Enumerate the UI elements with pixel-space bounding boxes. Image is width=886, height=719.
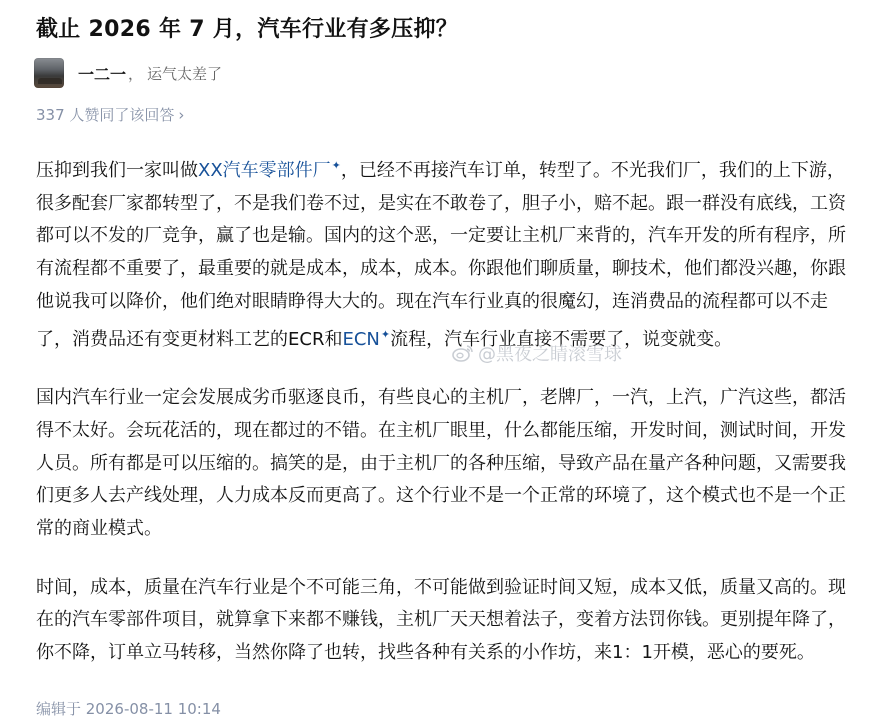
entity-link-parts-factory[interactable]: XX汽车零部件厂 bbox=[198, 160, 331, 181]
author-separator: ， bbox=[128, 64, 144, 83]
answer-paragraph-1 bbox=[36, 150, 862, 356]
answer-content bbox=[36, 150, 862, 696]
edit-timestamp: 编辑于 2026-08-11 10:14 bbox=[36, 700, 221, 718]
upvote-count-text: 337 人赞同了该回答 bbox=[36, 106, 175, 124]
upvote-count-link[interactable] bbox=[36, 104, 184, 125]
author-bio: 运气太差了 bbox=[147, 64, 223, 83]
sparkle-icon[interactable]: ✦ bbox=[331, 159, 341, 172]
sparkle-icon[interactable]: ✦ bbox=[380, 327, 391, 341]
answer-text: 流程，汽车行业直接不需要了，说变就变。 bbox=[390, 328, 733, 350]
chevron-right-icon: › bbox=[178, 105, 185, 124]
answer-paragraph-2: 国内汽车行业一定会发展成劣币驱逐良币，有些良心的主机厂，老牌厂，一汽，上汽，广汽这些，都活得不太好。会玩花活的，现在都过的不错。在主机厂眼里，什么都能压缩，开发时间，测试时间，开发人员。所有都是可以压缩的。搞笑的是，由于主机厂的各种压缩，导致产品在量产各种问题，又需要我们更多人去产线处理，人力成本反而更高了。这个行业不是一个正常的环境了，这个模式也不是一个正常的商业模式。 bbox=[36, 387, 846, 540]
watermark-text: @黑夜之睛滚雪球 bbox=[478, 344, 622, 365]
author-name[interactable]: 一二一 bbox=[78, 64, 127, 84]
avatar[interactable] bbox=[34, 58, 64, 88]
question-title[interactable]: 截止 2026 年 7 月，汽车行业有多压抑？ bbox=[36, 17, 459, 42]
answer-paragraph-3: 时间，成本，质量在汽车行业是个不可能三角，不可能做到验证时间又短，成本又低，质量又高的。现在的汽车零部件项目，就算拿下来都不赚钱，主机厂天天想着法子，变着方法罚你钱。更别提年降了，你不降，订单立马转移，当然你降了也转，找些各种有关系的小作坊，来1：1开模，恶心的要死。 bbox=[36, 576, 846, 664]
answer-text: ，已经不再接汽车订单，转型了。不光我们厂，我们的上下游，很多配套厂家都转型了，不是我们卷不过，是实在不敢卷了，胆子小，赔不起。跟一群没有底线，工资都可以不发的厂竞争，赢了也是输。国内的这个恶，一定要让主机厂来背的，汽车开发的所有程序，所有流程都不重要了，最重要的就是成本，成本，成本。你跟他们聊质量，聊技术，他们都没兴趣，你跟他说我可以降价，他们绝对眼睛睁得大大的。现在汽车行业真的很魔幻，连消费品的流程都可以不走了，消费品还有变更材料工艺的ECR和 bbox=[36, 160, 846, 350]
author-info bbox=[34, 58, 222, 88]
answer-text: 压抑到我们一家叫做 bbox=[36, 160, 198, 181]
entity-link-ecn[interactable]: ECN bbox=[342, 328, 380, 350]
